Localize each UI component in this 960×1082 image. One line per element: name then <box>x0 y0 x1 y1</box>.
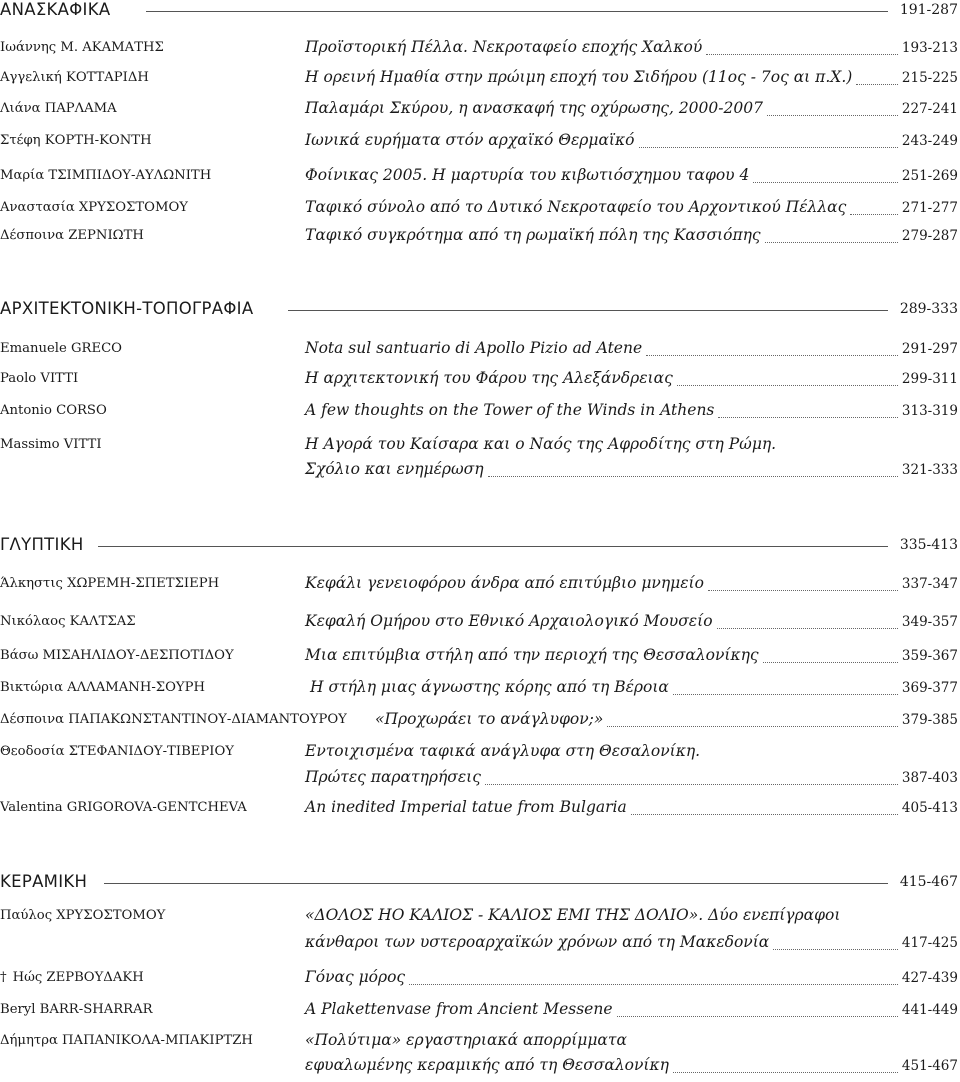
entry-author: Βικτώρια ΑΛΛΑΜΑΝΗ-ΣΟΥΡΗ <box>0 680 206 695</box>
entry-author: Antonio CORSO <box>0 403 107 418</box>
toc-entry[interactable] <box>0 437 960 461</box>
entry-pages: 321-333 <box>901 462 958 478</box>
entry-author: Άλκηστις ΧΩΡΕΜΗ-ΣΠΕΤΣΙΕΡΗ <box>0 576 220 591</box>
toc-entry[interactable] <box>0 341 960 365</box>
dot-leader <box>488 476 898 477</box>
entry-pages: 451-467 <box>901 1058 958 1074</box>
dot-leader <box>631 814 898 815</box>
dot-leader <box>717 628 898 629</box>
entry-pages: 279-287 <box>901 228 958 244</box>
entry-title: Η στήλη μιας άγνωστης κόρης από τη Βέροια <box>310 678 669 696</box>
dot-leader <box>856 84 898 85</box>
section-header <box>0 872 960 896</box>
entry-pages: 369-377 <box>901 680 958 696</box>
entry-title: «Προχωράει το ανάγλυφον;» <box>375 710 604 728</box>
entry-title: Nota sul santuario di Apollo Pizio ad Atene <box>305 339 643 357</box>
entry-pages: 193-213 <box>901 40 958 56</box>
entry-title: Προϊστορική Πέλλα. Νεκροταφείο εποχής Χαλκού <box>305 38 703 56</box>
entry-title: Κεφάλι γενειοφόρου άνδρα από επιτύμβιο μνημείο <box>305 574 704 592</box>
dot-leader <box>708 590 898 591</box>
entry-author: Λιάνα ΠΑΡΛΑΜΑ <box>0 101 117 116</box>
dot-leader <box>617 1016 898 1017</box>
toc-entry[interactable] <box>0 168 960 192</box>
entry-author: Δέσποινα ΠΑΠΑΚΩΝΣΤΑΝΤΙΝΟΥ-ΔΙΑΜΑΝΤΟΥΡΟΥ <box>0 712 347 727</box>
entry-author: Δέσποινα ΖΕΡΝΙΩΤΗ <box>0 228 144 243</box>
entry-title: Γόνας μόρος <box>305 968 406 986</box>
entry-pages: 291-297 <box>901 341 958 357</box>
toc-entry-continued[interactable] <box>0 462 960 486</box>
entry-pages: 387-403 <box>901 770 958 786</box>
section-header <box>0 535 960 559</box>
entry-author: Emanuele GRECO <box>0 341 122 356</box>
section-rule <box>146 11 888 12</box>
entry-title: Η αρχιτεκτονική του Φάρου της Αλεξάνδρειας <box>305 369 673 387</box>
entry-title: Φοίνικας 2005. Η μαρτυρία του κιβωτιόσχημου ταφου 4 <box>305 166 750 184</box>
dot-leader <box>485 784 898 785</box>
entry-author: Δήμητρα ΠΑΠΑΝΙΚΟΛΑ-ΜΠΑΚΙΡΤΖΗ <box>0 1033 253 1048</box>
section-title: ΑΡΧΙΤΕΚΤΟΝΙΚΗ-ΤΟΠΟΓΡΑΦΙΑ <box>0 299 254 318</box>
entry-author: Βάσω ΜΙΣΑΗΛΙΔΟΥ-ΔΕΣΠΟΤΙΔΟΥ <box>0 648 234 663</box>
entry-title-continued: Σχόλιο και ενημέρωση <box>305 460 484 478</box>
toc-entry[interactable] <box>0 712 960 736</box>
entry-title-continued: Πρώτες παρατηρήσεις <box>305 768 481 786</box>
entry-pages: 379-385 <box>901 712 958 728</box>
dot-leader <box>718 417 898 418</box>
dot-leader <box>677 385 898 386</box>
toc-entry[interactable] <box>0 133 960 157</box>
toc-entry[interactable] <box>0 576 960 600</box>
entry-pages: 299-311 <box>901 371 958 387</box>
dot-leader <box>409 984 898 985</box>
section-rule <box>104 883 888 884</box>
entry-title: Η Αγορά του Καίσαρα και ο Ναός της Αφροδίτης στη Ρώμη. <box>305 435 777 453</box>
section-rule <box>98 546 888 547</box>
entry-title: A few thoughts on the Tower of the Winds in Athens <box>305 401 715 419</box>
dot-leader <box>673 1072 898 1073</box>
dot-leader <box>706 54 898 55</box>
toc-entry[interactable] <box>0 908 960 932</box>
toc-entry[interactable] <box>0 744 960 768</box>
entry-author: Massimo VITTI <box>0 437 102 452</box>
entry-pages: 417-425 <box>901 935 958 951</box>
entry-pages: 227-241 <box>901 101 958 117</box>
entry-title: «Πολύτιμα» εργαστηριακά απορρίμματα <box>305 1031 627 1049</box>
entry-title: A Plakettenvase from Ancient Messene <box>305 1000 613 1018</box>
section-title: ΑΝΑΣΚΑΦΙΚΑ <box>0 0 111 19</box>
section-rule <box>288 310 888 311</box>
entry-title: Εντοιχισμένα ταφικά ανάγλυφα στη Θεσαλονίκη. <box>305 742 701 760</box>
entry-author <box>0 970 144 985</box>
entry-title: Κεφαλή Ομήρου στο Εθνικό Αρχαιολογικό Μουσείο <box>305 612 713 630</box>
entry-pages: 243-249 <box>901 133 958 149</box>
section-pages: 289-333 <box>899 301 958 317</box>
section-title: ΚΕΡΑΜΙΚΗ <box>0 872 88 891</box>
toc-entry[interactable] <box>0 1002 960 1026</box>
dot-leader <box>773 949 898 950</box>
entry-pages: 349-357 <box>901 614 958 630</box>
toc-entry[interactable] <box>0 101 960 125</box>
toc-entry[interactable] <box>0 228 960 252</box>
dot-leader <box>763 662 898 663</box>
dot-leader <box>767 115 898 116</box>
entry-title: Ταφικό συγκρότημα από τη ρωμαϊκή πόλη της Κασσιόπης <box>305 226 761 244</box>
toc-entry[interactable] <box>0 403 960 427</box>
toc-entry[interactable] <box>0 1033 960 1057</box>
entry-title-continued: κάνθαροι των υστεροαρχαϊκών χρόνων από τη Μακεδονία <box>305 933 770 951</box>
entry-author: Νικόλαος ΚΑΛΤΣΑΣ <box>0 614 136 629</box>
entry-author: Paolo VITTI <box>0 371 79 386</box>
toc-entry[interactable] <box>0 200 960 224</box>
entry-title: Ιωνικά ευρήματα στόν αρχαϊκό Θερμαϊκό <box>305 131 635 149</box>
entry-author: Μαρία ΤΣΙΜΠΙΔΟΥ-ΑΥΛΩΝΙΤΗ <box>0 168 212 183</box>
section-header <box>0 0 960 24</box>
toc-entry[interactable] <box>0 614 960 638</box>
dot-leader <box>753 182 898 183</box>
toc-entry[interactable] <box>0 648 960 672</box>
entry-title: Η ορεινή Ημαθία στην πρώιμη εποχή του Σιδήρου (11ος - 7ος αι π.Χ.) <box>305 68 853 86</box>
entry-pages: 313-319 <box>901 403 958 419</box>
section-title: ΓΛΥΠΤΙΚΗ <box>0 535 84 554</box>
entry-author: Θεοδοσία ΣΤΕΦΑΝΙΔΟΥ-ΤΙΒΕΡΙΟΥ <box>0 744 234 759</box>
toc-entry[interactable] <box>0 371 960 395</box>
toc-entry-continued[interactable] <box>0 935 960 959</box>
entry-author: Ιωάννης Μ. ΑΚΑΜΑΤΗΣ <box>0 40 164 55</box>
entry-pages: 271-277 <box>901 200 958 216</box>
entry-pages: 441-449 <box>901 1002 958 1018</box>
toc-entry-continued[interactable] <box>0 770 960 794</box>
entry-author: Αναστασία ΧΡΥΣΟΣΤΟΜΟΥ <box>0 200 188 215</box>
deceased-dagger: † <box>0 970 7 985</box>
entry-pages: 215-225 <box>901 70 958 86</box>
section-pages: 335-413 <box>899 537 958 553</box>
section-pages: 415-467 <box>899 874 958 890</box>
toc-entry[interactable] <box>0 970 960 994</box>
toc-entry[interactable] <box>0 70 960 94</box>
section-header <box>0 299 960 323</box>
entry-pages: 405-413 <box>901 800 958 816</box>
entry-pages: 359-367 <box>901 648 958 664</box>
entry-title: «ΔΟΛΟΣ ΗΟ ΚΑΛΙΟΣ - ΚΑΛΙΟΣ ΕΜΙ ΤΗΣ ΔΟΛΙΟ». Δύο ενεπίγραφοι <box>305 906 841 924</box>
entry-title-continued: εφυαλωμένης κεραμικής από τη Θεσσαλονίκη <box>305 1056 669 1074</box>
entry-title: Ταφικό σύνολο από το Δυτικό Νεκροταφείο του Αρχοντικού Πέλλας <box>305 198 847 216</box>
toc-entry[interactable] <box>0 40 960 64</box>
toc-entry[interactable] <box>0 800 960 824</box>
entry-author-name: Ηώς ΖΕΡΒΟΥΔΑΚΗ <box>12 970 144 985</box>
dot-leader <box>646 355 898 356</box>
entry-title: An inedited Imperial tatue from Bulgaria <box>305 798 627 816</box>
toc-entry-continued[interactable] <box>0 1058 960 1082</box>
toc-entry[interactable] <box>0 680 960 704</box>
entry-author: Παύλος ΧΡΥΣΟΣΤΟΜΟΥ <box>0 908 166 923</box>
entry-title: Μια επιτύμβια στήλη από την περιοχή της Θεσσαλονίκης <box>305 646 759 664</box>
entry-pages: 337-347 <box>901 576 958 592</box>
dot-leader <box>850 214 898 215</box>
entry-pages: 251-269 <box>901 168 958 184</box>
dot-leader <box>639 147 898 148</box>
section-pages: 191-287 <box>899 2 958 18</box>
entry-author: Αγγελική ΚΟΤΤΑΡΙΔΗ <box>0 70 149 85</box>
entry-pages: 427-439 <box>901 970 958 986</box>
dot-leader <box>765 242 898 243</box>
entry-author: Beryl BARR-SHARRAR <box>0 1002 153 1017</box>
dot-leader <box>607 726 898 727</box>
entry-title: Παλαμάρι Σκύρου, η ανασκαφή της οχύρωσης, 2000-2007 <box>305 99 763 117</box>
entry-author: Valentina GRIGOROVA-GENTCHEVA <box>0 800 247 815</box>
entry-author: Στέφη ΚΟΡΤΗ-ΚΟΝΤΗ <box>0 133 152 148</box>
dot-leader <box>673 694 898 695</box>
